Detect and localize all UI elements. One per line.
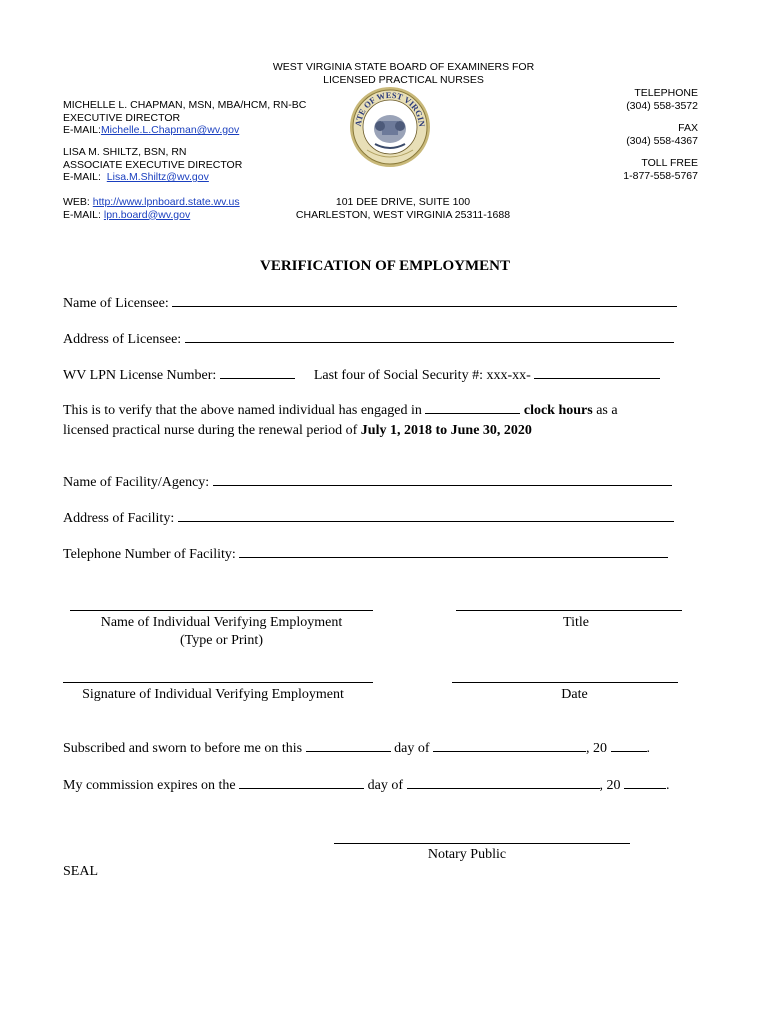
website-link[interactable]: http://www.lpnboard.state.wv.us [92, 196, 240, 208]
date-caption: Date [561, 687, 588, 702]
form-title: VERIFICATION OF EMPLOYMENT [259, 258, 510, 274]
notary-caption: Notary Public [427, 847, 507, 862]
verifier-name-caption: Name of Individual Verifying Employment (Type or Print) [100, 615, 343, 648]
facility-name-row: Name of Facility/Agency: [63, 473, 672, 491]
associate-name: LISA M. SHILTZ, BSN, RN [63, 146, 187, 158]
clock-hours-field[interactable] [425, 401, 520, 414]
notary-signature-line[interactable] [334, 843, 630, 844]
licensee-address-row: Address of Licensee: [63, 330, 674, 348]
sworn-year-field[interactable] [611, 739, 647, 752]
sworn-month-field[interactable] [433, 739, 586, 752]
facility-name-field[interactable] [213, 473, 672, 486]
signature-caption: Signature of Individual Verifying Employment [82, 687, 344, 702]
director-name: MICHELLE L. CHAPMAN, MSN, MBA/HCM, RN-BC [63, 99, 307, 111]
ssn-last-four-field[interactable] [534, 366, 660, 379]
tollfree-number: 1-877-558-5767 [623, 169, 698, 182]
commission-row: My commission expires on the day of , 20 . [63, 778, 670, 793]
license-number-row: WV LPN License Number: Last four of Social Security #: xxx-xx- [63, 366, 660, 384]
commission-year-field[interactable] [624, 776, 666, 789]
title-caption: Title [563, 615, 589, 630]
seal-label: SEAL [63, 864, 98, 879]
license-number-field[interactable] [220, 366, 295, 379]
telephone-label: TELEPHONE [634, 87, 698, 99]
tollfree-label: TOLL FREE [641, 157, 698, 169]
contact-numbers [560, 87, 698, 182]
date-line[interactable] [452, 682, 678, 683]
telephone-number: (304) 558-3572 [626, 99, 698, 112]
board-name: WEST VIRGINIA STATE BOARD OF EXAMINERS FOR LICENSED PRACTICAL NURSES [272, 61, 535, 86]
facility-address-field[interactable] [178, 509, 674, 522]
facility-address-row: Address of Facility: [63, 509, 674, 527]
associate-email-link[interactable]: Lisa.M.Shiltz@wv.gov [106, 171, 209, 183]
title-line[interactable] [456, 610, 682, 611]
associate-block: LISA M. SHILTZ, BSN, RN ASSOCIATE EXECUTIVE DIRECTOR E-MAIL: Lisa.M.Shiltz@wv.gov [63, 146, 323, 184]
state-seal-icon [349, 86, 431, 168]
facility-phone-row: Telephone Number of Facility: [63, 545, 668, 563]
office-address: 101 DEE DRIVE, SUITE 100 CHARLESTON, WEST VIRGINIA 25311-1688 [295, 196, 511, 221]
signature-line[interactable] [63, 682, 373, 683]
associate-title: ASSOCIATE EXECUTIVE DIRECTOR [63, 158, 243, 171]
renewal-period: July 1, 2018 to June 30, 2020 [360, 423, 532, 438]
web-block: WEB: http://www.lpnboard.state.wv.us E-MAIL: lpn.board@wv.gov [63, 196, 240, 221]
director-title: EXECUTIVE DIRECTOR [63, 111, 181, 124]
verifier-name-line[interactable] [70, 610, 373, 611]
director-email-link[interactable]: Michelle.L.Chapman@wv.gov [100, 124, 240, 136]
verification-statement: This is to verify that the above named individual has engaged in clock hours as a licensed practical nurse during the renewal period of July 1, 2018 to June 30, 2020 [63, 403, 618, 438]
sworn-day-field[interactable] [306, 739, 391, 752]
fax-number: (304) 558-4367 [626, 134, 698, 147]
svg-text:STATE OF WEST VIRGINIA: ATE OF WEST VIRGIN [352, 89, 428, 128]
commission-month-field[interactable] [407, 776, 600, 789]
licensee-name-field[interactable] [172, 294, 677, 307]
sworn-row: Subscribed and sworn to before me on this day of , 20 . [63, 741, 651, 756]
commission-day-field[interactable] [239, 776, 364, 789]
facility-phone-field[interactable] [239, 545, 668, 558]
licensee-address-field[interactable] [185, 330, 674, 343]
board-email-link[interactable]: lpn.board@wv.gov [103, 208, 191, 221]
licensee-name-row: Name of Licensee: [63, 294, 677, 312]
fax-label: FAX [678, 122, 698, 134]
director-block: MICHELLE L. CHAPMAN, MSN, MBA/HCM, RN-BC EXECUTIVE DIRECTOR E-MAIL:Michelle.L.Chapman@wv.gov [63, 99, 323, 137]
